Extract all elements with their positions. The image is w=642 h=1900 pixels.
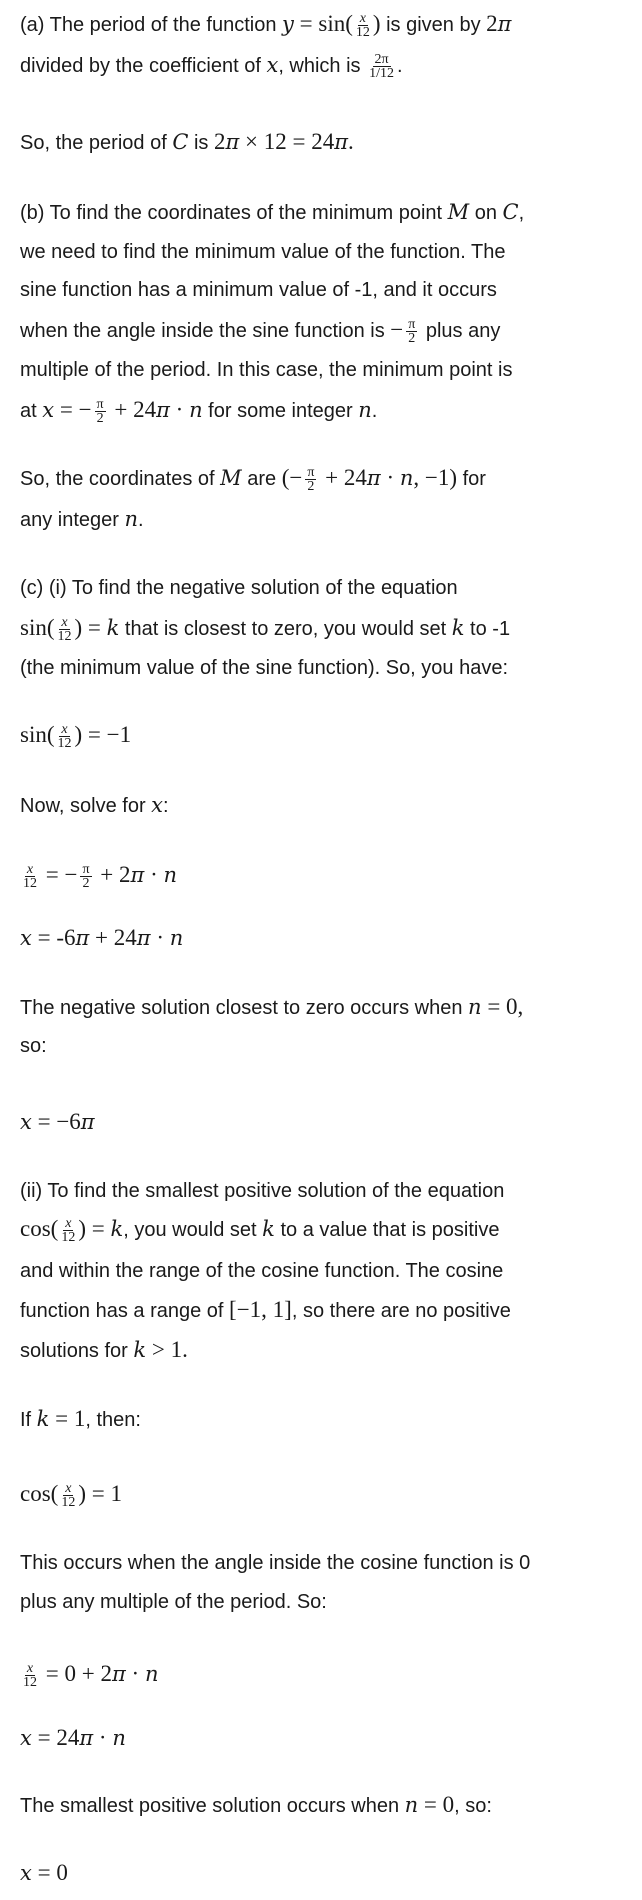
fraction — [58, 616, 72, 643]
text-line — [20, 1030, 47, 1062]
math: π — [334, 130, 349, 154]
math: n — [124, 507, 139, 531]
math: x — [20, 926, 32, 950]
math: 2 — [213, 129, 226, 154]
math: n — [163, 863, 178, 887]
math: n — [169, 926, 184, 950]
math: ) = — [78, 1216, 111, 1241]
math: k — [110, 1217, 124, 1241]
fraction-numerator: π — [307, 465, 315, 481]
math: x — [20, 1726, 32, 1750]
math: π — [156, 398, 170, 422]
text: any integer — [20, 509, 125, 531]
math: · — [169, 397, 190, 422]
text-line — [20, 274, 497, 306]
math: k — [36, 1407, 50, 1431]
math: = -6 — [31, 925, 76, 950]
math: k — [133, 1338, 147, 1362]
text-line — [20, 1857, 68, 1889]
text-line — [20, 1213, 499, 1245]
text: solutions for — [20, 1340, 134, 1362]
fraction — [58, 723, 72, 750]
text-line — [20, 1586, 327, 1618]
fraction-numerator: 2π — [374, 52, 389, 68]
text: to a value that is positive — [274, 1219, 500, 1241]
text: for some integer — [202, 400, 359, 422]
fraction — [305, 466, 316, 493]
math: C — [172, 130, 189, 154]
math: ) — [372, 11, 381, 36]
text: when the angle inside the sine function is — [20, 320, 391, 342]
text-line — [20, 314, 500, 346]
math: > 1. — [146, 1337, 188, 1362]
math: = −6 — [31, 1109, 81, 1134]
fraction — [23, 863, 37, 890]
text-line — [20, 1722, 126, 1754]
math: = sin( — [293, 11, 353, 36]
math: ) = — [74, 615, 107, 640]
text: we need to find the minimum value of the function. The — [20, 241, 506, 263]
math: π — [111, 1662, 126, 1686]
math: · — [150, 925, 170, 950]
text: on — [469, 202, 503, 224]
math: y — [282, 12, 294, 36]
text: sine function has a minimum value of -1, and it occurs — [20, 279, 497, 301]
fraction — [95, 398, 106, 425]
text: (ii) To find the smallest positive solution of the equation — [20, 1180, 505, 1202]
math: π — [80, 1110, 95, 1134]
math: = 24 — [31, 1725, 80, 1750]
math: = − — [54, 397, 92, 422]
text: (b) To find the coordinates of the minimum point — [20, 202, 448, 224]
math: x — [266, 53, 279, 77]
math: π — [497, 12, 512, 36]
math: = 0 + 2 — [40, 1661, 112, 1686]
text-line — [20, 859, 177, 891]
math: + 24 — [89, 925, 137, 950]
math: = 0 — [31, 1860, 68, 1885]
text: (the minimum value of the sine function). So, you have: — [20, 657, 509, 679]
text: This occurs when the angle inside the cosine function is 0 — [20, 1552, 531, 1574]
math: + 2 — [94, 862, 131, 887]
text: to -1 — [464, 618, 511, 640]
fraction-denominator: 1/12 — [369, 66, 395, 82]
text: , — [518, 202, 525, 224]
fraction — [369, 53, 394, 80]
fraction-numerator: π — [96, 397, 104, 413]
text: plus any multiple of the period. So: — [20, 1591, 327, 1613]
math: − — [390, 317, 404, 342]
text-line — [20, 49, 403, 81]
math: , −1) — [413, 465, 458, 490]
math: · — [93, 1725, 113, 1750]
text: . — [371, 400, 378, 422]
text-line — [20, 1789, 492, 1821]
fraction-numerator: π — [82, 862, 90, 878]
math: + 24 — [319, 465, 367, 490]
math: . — [348, 129, 354, 154]
math: x — [20, 1110, 32, 1134]
fraction — [61, 1217, 75, 1244]
fraction-denominator: 2 — [82, 876, 90, 892]
math: k — [106, 616, 120, 640]
text-line — [20, 1334, 188, 1366]
math: M — [447, 200, 470, 224]
math: π — [130, 863, 145, 887]
text-line — [20, 572, 458, 604]
math: = 0, — [481, 994, 524, 1019]
text: divided by the coefficient of — [20, 55, 267, 77]
text: is — [188, 132, 214, 154]
fraction — [356, 12, 370, 39]
math: n — [399, 466, 414, 490]
text: are — [241, 468, 282, 490]
text: Now, solve for — [20, 795, 152, 817]
text: (a) The period of the function — [20, 14, 283, 36]
text-line — [20, 1106, 95, 1138]
math: = 1 — [49, 1406, 86, 1431]
fraction-numerator: π — [408, 317, 416, 333]
text-line — [20, 394, 377, 426]
text: , you would set — [123, 1219, 263, 1241]
math: [−1, 1] — [229, 1297, 292, 1322]
fraction-numerator: x — [61, 722, 68, 738]
text: . — [397, 55, 403, 77]
math: 2 — [486, 11, 498, 36]
text: The negative solution closest to zero occurs when — [20, 997, 469, 1019]
fraction-numerator: x — [26, 1661, 34, 1677]
math: · — [125, 1661, 145, 1686]
text: for — [457, 468, 486, 490]
fraction-denominator: 12 — [23, 1675, 37, 1691]
text-line — [20, 1294, 511, 1326]
fraction-denominator: 12 — [61, 1495, 76, 1511]
text: that is closest to zero, you would set — [119, 618, 452, 640]
math: ) = −1 — [74, 722, 132, 747]
text: multiple of the period. In this case, the minimum point is — [20, 359, 513, 381]
fraction-numerator: x — [359, 11, 366, 27]
math: k — [451, 616, 465, 640]
math: k — [262, 1217, 275, 1241]
math: · — [380, 465, 400, 490]
fraction — [80, 863, 91, 890]
math: n — [404, 1793, 419, 1817]
text: is given by — [380, 14, 487, 36]
text-line — [20, 789, 169, 821]
fraction-denominator: 12 — [23, 876, 37, 892]
math: · — [144, 862, 164, 887]
math: cos( — [20, 1481, 59, 1506]
text: function has a range of — [20, 1300, 230, 1322]
text-line — [20, 196, 524, 228]
text: , so there are no positive — [291, 1300, 511, 1322]
math: n — [112, 1726, 126, 1750]
math: x — [151, 793, 164, 817]
text: , which is — [278, 55, 367, 77]
text-line — [20, 652, 508, 684]
text: plus any — [420, 320, 501, 342]
text-line — [20, 612, 510, 644]
text: , then: — [85, 1409, 141, 1431]
text-line — [20, 503, 144, 535]
math: = 0 — [418, 1792, 455, 1817]
text: If — [20, 1409, 37, 1431]
text-line — [20, 1478, 122, 1510]
fraction — [406, 318, 417, 345]
text-line — [20, 1658, 158, 1690]
fraction-denominator: 12 — [61, 1230, 76, 1246]
text-line — [20, 719, 131, 751]
math: M — [220, 466, 242, 490]
text: at — [20, 400, 43, 422]
text: . — [138, 509, 144, 531]
fraction-numerator: x — [65, 1216, 72, 1232]
math: n — [189, 398, 203, 422]
fraction-denominator: 12 — [355, 25, 370, 41]
math: π — [79, 1726, 94, 1750]
math: n — [358, 398, 372, 422]
fraction-numerator: x — [26, 862, 34, 878]
text-line — [20, 991, 523, 1023]
text-line — [20, 1175, 504, 1207]
math: = − — [40, 862, 78, 887]
text-line — [20, 236, 505, 268]
text-line — [20, 126, 354, 158]
fraction-denominator: 2 — [96, 411, 104, 427]
text: (c) (i) To find the negative solution of the equation — [20, 577, 458, 599]
fraction-denominator: 12 — [57, 736, 72, 752]
math: π — [75, 926, 90, 950]
fraction-denominator: 2 — [408, 331, 416, 347]
math: π — [225, 130, 240, 154]
math: × 12 = 24 — [239, 129, 335, 154]
math: + 24 — [108, 397, 157, 422]
math: x — [20, 1861, 32, 1885]
text-line — [20, 462, 486, 494]
math: n — [144, 1662, 159, 1686]
math: cos( — [20, 1216, 59, 1241]
math: C — [502, 200, 519, 224]
math: (− — [281, 465, 303, 490]
text-line — [20, 8, 511, 40]
math: sin( — [20, 722, 55, 747]
text-line — [20, 354, 512, 386]
text-line — [20, 1403, 141, 1435]
text: The smallest positive solution occurs when — [20, 1795, 405, 1817]
text: : — [163, 795, 169, 817]
math: ) = 1 — [78, 1481, 122, 1506]
text-line — [20, 1255, 503, 1287]
fraction-numerator: x — [65, 1481, 72, 1497]
text: and within the range of the cosine function. The cosine — [20, 1260, 504, 1282]
text-line — [20, 922, 183, 954]
fraction — [61, 1482, 75, 1509]
math: n — [468, 995, 482, 1019]
fraction-denominator: 2 — [307, 479, 315, 495]
math: π — [366, 466, 381, 490]
math: x — [42, 398, 55, 422]
math: π — [136, 926, 151, 950]
fraction — [23, 1662, 37, 1689]
text: , so: — [454, 1795, 492, 1817]
text-line — [20, 1547, 530, 1579]
text: so: — [20, 1035, 47, 1057]
fraction-numerator: x — [61, 615, 68, 631]
text: So, the period of — [20, 132, 173, 154]
text: So, the coordinates of — [20, 468, 221, 490]
math: sin( — [20, 615, 55, 640]
fraction-denominator: 12 — [57, 629, 72, 645]
